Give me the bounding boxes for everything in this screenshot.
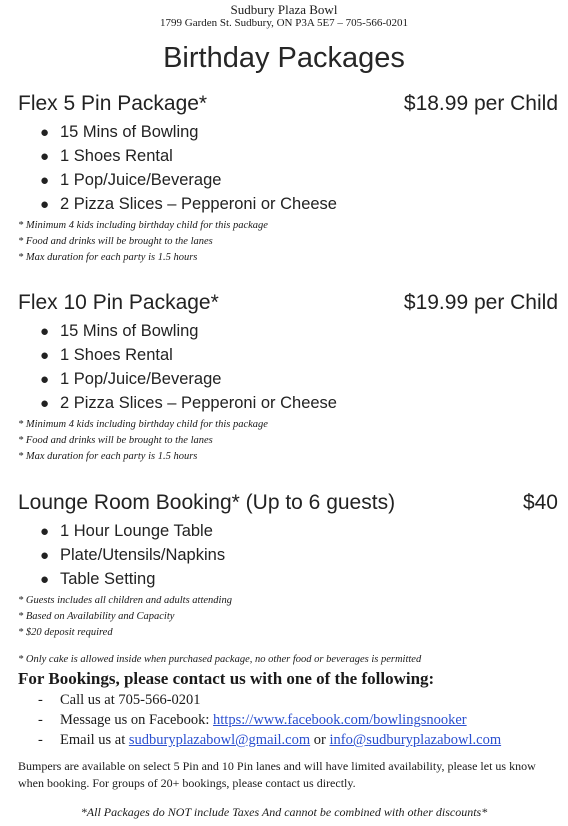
venue-name: Sudbury Plaza Bowl: [230, 2, 338, 17]
package-items: [18, 519, 558, 591]
item-label: 1 Shoes Rental: [60, 346, 173, 364]
dash-marker: -: [38, 712, 43, 728]
bullet-icon: ●: [40, 571, 50, 588]
list-item: [40, 168, 558, 192]
note: * Max duration for each party is 1.5 hours: [18, 252, 198, 263]
bullet-icon: ●: [40, 523, 50, 540]
item-label: Plate/Utensils/Napkins: [60, 546, 226, 564]
contact-email: [38, 730, 501, 750]
list-item: [40, 192, 558, 216]
bumpers-note: Bumpers are available on select 5 Pin and 10 Pin lanes and will have limited availability, please let us know when booking. For groups of 20+ bookings, please contact us directly.: [18, 759, 536, 790]
note: * Based on Availability and Capacity: [18, 611, 175, 622]
bullet-icon: ●: [40, 371, 50, 388]
package-items: [18, 120, 558, 216]
item-label: 1 Hour Lounge Table: [60, 522, 213, 540]
email-or: or: [310, 732, 330, 748]
item-label: 15 Mins of Bowling: [60, 123, 199, 141]
bullet-icon: ●: [40, 196, 50, 213]
package-price: $18.99 per Child: [403, 92, 558, 115]
package-header: [18, 490, 558, 516]
list-item: [40, 543, 558, 567]
list-item: [40, 120, 558, 144]
venue-address: 1799 Garden St. Sudbury, ON P3A 5E7 – 705-566-0201: [160, 17, 408, 29]
list-item: [40, 144, 558, 168]
item-label: 2 Pizza Slices – Pepperoni or Cheese: [60, 394, 337, 412]
bullet-icon: ●: [40, 172, 50, 189]
list-item: [40, 319, 558, 343]
package-flex-10-pin: [18, 290, 558, 465]
note: * $20 deposit required: [18, 627, 113, 638]
contact-call: [38, 690, 501, 710]
package-flex-5-pin: [18, 91, 558, 266]
item-label: 2 Pizza Slices – Pepperoni or Cheese: [60, 195, 337, 213]
item-label: 1 Pop/Juice/Beverage: [60, 171, 222, 189]
list-item: [40, 391, 558, 415]
list-item: [40, 343, 558, 367]
page-title: Birthday Packages: [163, 42, 405, 74]
item-label: 1 Pop/Juice/Beverage: [60, 370, 222, 388]
contact-list: [38, 690, 501, 750]
note: * Food and drinks will be brought to the lanes: [18, 236, 213, 247]
facebook-link[interactable]: https://www.facebook.com/bowlingsnooker: [213, 712, 467, 728]
package-name: Lounge Room Booking* (Up to 6 guests): [18, 491, 396, 514]
note: * Max duration for each party is 1.5 hours: [18, 451, 198, 462]
package-header: [18, 290, 558, 316]
item-label: 1 Shoes Rental: [60, 147, 173, 165]
bullet-icon: ●: [40, 347, 50, 364]
item-label: 15 Mins of Bowling: [60, 322, 199, 340]
package-price: $40: [522, 491, 558, 514]
bullet-icon: ●: [40, 547, 50, 564]
package-notes: [18, 593, 558, 641]
email-link-info[interactable]: info@sudburyplazabowl.com: [329, 732, 502, 748]
package-name: Flex 5 Pin Package*: [18, 92, 208, 115]
bullet-icon: ●: [40, 395, 50, 412]
facebook-label: Message us on Facebook:: [60, 712, 214, 728]
list-item: [40, 519, 558, 543]
note: * Guests includes all children and adults attending: [18, 595, 232, 606]
bullet-icon: ●: [40, 148, 50, 165]
bullet-icon: ●: [40, 323, 50, 340]
email-label: Email us at: [60, 732, 129, 748]
list-item: [40, 567, 558, 591]
dash-marker: -: [38, 732, 43, 748]
item-label: Table Setting: [60, 570, 156, 588]
bullet-icon: ●: [40, 124, 50, 141]
note: * Food and drinks will be brought to the lanes: [18, 435, 213, 446]
package-notes: [18, 417, 558, 465]
package-header: [18, 91, 558, 117]
package-price: $19.99 per Child: [403, 291, 558, 314]
package-items: [18, 319, 558, 415]
note: * Minimum 4 kids including birthday child for this package: [18, 220, 268, 231]
package-lounge-room: [18, 490, 558, 641]
email-link-primary[interactable]: sudburyplazabowl@gmail.com: [128, 732, 311, 748]
note: * Minimum 4 kids including birthday child for this package: [18, 419, 268, 430]
footer-disclaimer: *All Packages do NOT include Taxes And cannot be combined with other discounts*: [80, 805, 488, 819]
contact-facebook: [38, 710, 501, 730]
list-item: [40, 367, 558, 391]
food-policy-note: * Only cake is allowed inside when purchased package, no other food or beverages is permitted: [18, 654, 422, 665]
package-notes: [18, 218, 558, 266]
call-text: Call us at 705-566-0201: [60, 692, 201, 708]
package-name: Flex 10 Pin Package*: [18, 291, 219, 314]
dash-marker: -: [38, 692, 43, 708]
bookings-heading: For Bookings, please contact us with one of the following:: [18, 669, 435, 688]
